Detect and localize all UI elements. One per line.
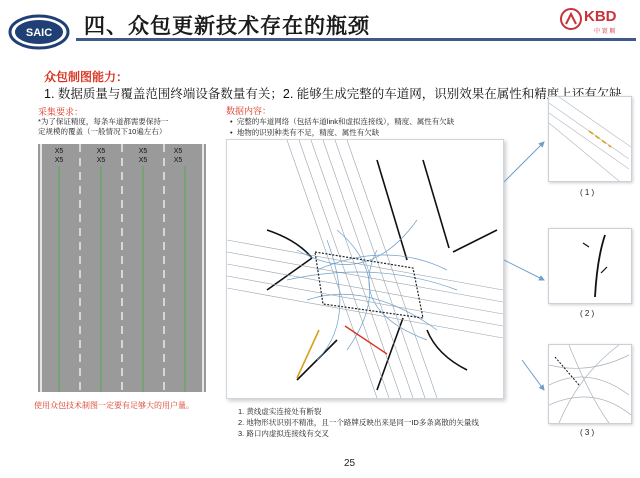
panel-label: ( 3 ) [580,428,595,437]
issue-item: 1. 黄线虚实连接处有断裂 [238,407,322,416]
title-rule [76,38,636,41]
data-content-bullet: • 完整的车道网络（包括车道link和虚拟连接线），精度、属性有欠缺 [230,117,455,126]
data-content-bullet: • 地物的识别种类有不足，精度、属性有欠缺 [230,128,380,137]
arrow-to-panel-2 [504,260,544,280]
arrow-to-panel-3 [522,360,544,390]
data-content-bullet-text: 完整的车道网络（包括车道link和虚拟连接线），精度、属性有欠缺 [236,117,455,126]
saic-logo-text: SAIC [25,27,53,39]
requirements-note-line: 定规模的覆盖（一般情况下10遍左右） [38,127,167,136]
lane-label: X5 [96,157,106,164]
data-content-bullet-text: 地物的识别种类有不足，精度、属性有欠缺 [236,128,380,137]
saic-logo [8,14,70,50]
arrow-to-panel-1 [504,142,544,182]
lane-label: X5 [138,148,148,155]
detail-panel-1 [548,96,632,182]
detail-panel-3 [548,344,632,424]
lane-label: X5 [54,157,64,164]
detail-panel-2 [548,228,632,304]
kbd-logo-subtext: 中 寰 顺 [594,29,616,35]
requirements-caption: 使用众包技术制图一定要有足够大的用户量。 [34,401,194,410]
lane-label: X5 [54,148,64,155]
issue-item: 3. 路口内虚拟连接线有交叉 [238,429,329,438]
panel-label: ( 2 ) [580,309,595,318]
intersection-lane-network-map [226,139,504,399]
page-number: 25 [344,458,356,469]
page-title: 四、众包更新技术存在的瓶颈 [84,15,370,38]
requirements-title: 采集要求： [38,107,84,117]
lane-label: X5 [138,157,148,164]
lane-coverage-diagram [38,144,206,392]
lane-label: X5 [173,148,183,155]
panel-label: ( 1 ) [580,188,595,197]
requirements-note-line: *为了保证精度，每条车道都需要保持一 [38,117,169,126]
capability-title: 众包制图能力： [44,70,129,84]
lane-label: X5 [173,157,183,164]
issue-item: 2. 地物形状识别不精准，且一个路牌反映出来是同一ID多条离散的矢量线 [238,418,479,427]
data-content-title: 数据内容： [226,106,272,116]
kbd-logo-text: KBD [584,8,617,25]
capability-text: 1. 数据质量与覆盖范围终端设备数量有关；2. 能够生成完整的车道网，识别效果在属性和精度上还有欠缺 [44,87,622,101]
lane-label: X5 [96,148,106,155]
